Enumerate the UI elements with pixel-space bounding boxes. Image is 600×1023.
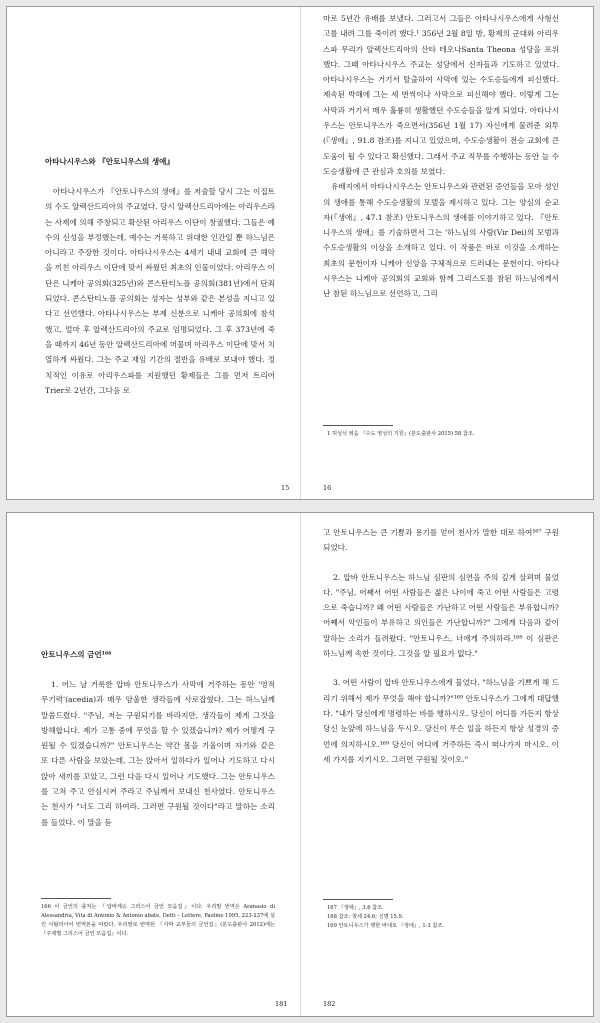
paragraph: 마로 5년간 유배를 보냈다. 그러고서 그들은 아타나시우스에게 사형선고를 내려 그를 죽이려 했다.¹ 356년 2월 8일 밤, 황제의 군대와 아리우스파 무리가 알렉산드리아의 산타 테오나Santa Theona 성당을 포위했다. 그때 아타나시우스 주교는 성당에서 신자들과 기도하고 있었다. 아타나시우스는 거기서 탈출하여 사막에 있는 수도승들에게 피신했다. 제속된 박해에 그는 세 번씩이나 사막으로 피신해야 했다. 이렇게 그는 사막과 거기서 매우 훌륭히 생활했던 수도승들을 알게 되었다. 아타나시우스는 안토니우스가 죽으면서(356년 1월 17) 자신에게 물려준 외투(『생애』, 91.8 참조)를 지니고 있었으며, 수도승생활이 전승 교회에 큰 도움이 될 수 있다고 확신했다. 그래서 주교 직무를 수행하는 동안 늘 수도승생활에 큰 관심과 호의를 보였다.: [323, 14, 559, 176]
page-15: [7, 7, 301, 499]
footnote-text: 166 이 금언의 출처는 『압바계승 그리스어 금언 모음집』이다. 우리말 번역은 Aranasio di Alessandria, Vita di Antonio & Antonio abate, Detti – Lettere, Paoline 1995, 223-237에 실린 이탈리아어 번역본을 따랐다. 우리말로 번역된 『사막 교부들의 금언집』(분도출판사 2012)에는 『주제별 그리스어 금언 모음집』이다.: [41, 904, 275, 937]
footnote: [41, 903, 275, 939]
footnote-rule: [323, 899, 393, 900]
page-number: 15: [281, 484, 290, 492]
paragraph: 유배지에서 아타나시우스는 안토니우스와 관련된 증언들을 모아 성인의 생애를 통해 수도승생활의 모델을 제시하고 있다. 그는 양심의 순교자(『생애』, 47.1 참조) 안토니우스의 생애를 이야기하고 있다. 『안토니우스의 생애』를 기술하면서 그는 '하느님의 사람(Vir Dei)의 모범과 수도승생활의 이상을 소개하고 있다. 이 작품은 바로 이것을 소개하는 최초의 문헌이자 니케아 신앙을 구체적으로 드러내는 문헌이다. 아타나시우스는 니케아 공의회의 교회와 함께 그리스도를 참된 하느님에게서 난 참된 하느님으로 선언하고, 그리: [323, 182, 559, 299]
paragraph: 1. 어느 날 거룩한 압바 안토니우스가 사막에 거주하는 동안 '영적 무기력'(acedia)과 매우 암울한 생각들에 사로잡혔다. 그는 하느님께 말씀드렸다. "주님, 저는 구원되기를 바라지만, 생각들이 제게 그것을 방해합니다. 제가 고통 중에 무엇을 할 수 있겠습니까? 제가 어떻게 구원될 수 있겠습니까?" 안토니우스는 약간 몸을 기울이며 자기와 같은 또 다른 사람을 보았는데, 그는 앉아서 일하다가 일어나 기도하고 다시 앉아 새끼를 꼬았고, 그런 다음 다시 일어나 기도했다. 그는 안토니우스를 고쳐 주고 안심시켜 주라고 주님께서 보내신 천사였다. 안토니우스는 천사가 "너도 그리 하여라. 그러면 구원될 것이다"라고 말하는 소리를 들었다. 이 말을 듣: [41, 680, 275, 827]
body-text: [323, 11, 559, 302]
footnote-rule: [323, 425, 393, 426]
page-number: 16: [323, 484, 332, 492]
body-text: [41, 677, 275, 830]
body-text: [323, 525, 559, 767]
page-181: [7, 513, 301, 1016]
section-heading: 아타나시우스와 『안토니우스의 생애』: [45, 157, 174, 166]
footnote-text: 1 허성석 엮음 『수도 영성의 기원』(분도출판사 2015) 58 참조.: [327, 431, 475, 437]
footnote-text: 167 『생애』, 3.6 참조.: [327, 905, 384, 911]
page-number: 181: [275, 1000, 288, 1008]
footnote-text: 169 안토니우스가 행한 바대로 『생애』, 1-3 참조.: [327, 923, 444, 929]
book-spread-top: [6, 6, 594, 500]
page-182: [301, 513, 595, 1016]
body-text: [45, 184, 275, 398]
footnote-rule: [41, 898, 111, 899]
paragraph: 아타나시우스가 『안토니우스의 생애』를 저술할 당시 그는 이집트의 수도 알렉산드리아의 주교였다. 당시 알렉산드리아에는 아리우스라는 사제에 의해 주창되고 확산된 아리우스 이단이 창궐했다. 그들은 예수의 신성을 부정했는데, 예수는 거룩하고 위대한 인간일 뿐 하느님은 아니라고 주장한 것이다. 아타나시우스는 4세기 내내 교회에 큰 해악을 끼친 아리우스 이단에 맞서 싸웠던 최초의 인물이었다. 아리우스 이단은 니케아 공의회(325년)와 콘스탄티노플 공의회(381년)에서 단죄되었다. 콘스탄티노플 공의회는 성자는 성부와 같은 본성을 지니고 있다고 선언했다. 아타나시우스는 부제 신분으로 니케아 공의회에 참석했고, 얼마 후 알렉산드리아의 주교로 임명되었다. 그 후 373년에 죽을 때까지 46년 동안 알렉산드리아에 머물며 아리우스 이단에 맞서 치열하게 싸웠다. 그는 주교 재임 기간의 절반을 유배로 보내야 했다. 정치적인 이유로 아리우스파를 지원했던 황제들은 그를 먼저 트리어Trier로 2년간, 그다음 로: [45, 187, 275, 395]
page-number: 182: [323, 1000, 336, 1008]
book-spread-bottom: [6, 512, 594, 1017]
footnote-text: 168 참조: 창세 24.6; 신명 15.9.: [327, 914, 404, 920]
paragraph: 3. 어떤 사람이 압바 안토니우스에게 물었다. "하느님을 기쁘게 해 드리기 위해서 제가 무엇을 해야 합니까?"¹⁶⁹ 안토니우스가 그에게 대답했다. "내가 당신에게 명령하는 바를 행하시오. 당신이 어디를 가든지 항상 당신 눈앞에 하느님을 두시오. 당신이 무슨 일을 하든지 항상 성경의 증언에 의지하시오.¹⁶⁹ 당신이 어디에 거주하든 즉시 떠나가지 마시오. 이 세 가지를 지키시오. 그러면 구원될 것이오.": [323, 678, 559, 764]
paragraph: 2. 압바 안토니우스는 하느님 심판의 심연을 주의 깊게 살펴며 물었다. "주님, 어째서 어떤 사람들은 젊은 나이에 죽고 어떤 사람들은 고령으로 죽습니까? 왜 어떤 사람들은 가난하고 어떤 사람들은 부유합니까? 어째서 악인들이 부유하고 의인들은 가난합니까?" 그에게 다음과 같이 말하는 소리가 들려왔다. "안토니우스, 너에게 주의하라.¹⁶⁸ 이 심판은 하느님께 속한 것이다. 그것을 알 필요가 없다.": [323, 572, 559, 659]
section-heading: 안토니우스의 금언¹⁶⁶: [41, 650, 112, 659]
footnotes: [327, 904, 559, 931]
paragraph: 고 안토니우스는 큰 기쁨과 용기를 얻어 천사가 말한 대로 하여¹⁶⁷ 구원되었다.: [323, 528, 559, 553]
footnote: [327, 430, 559, 439]
page-16: [301, 7, 595, 499]
